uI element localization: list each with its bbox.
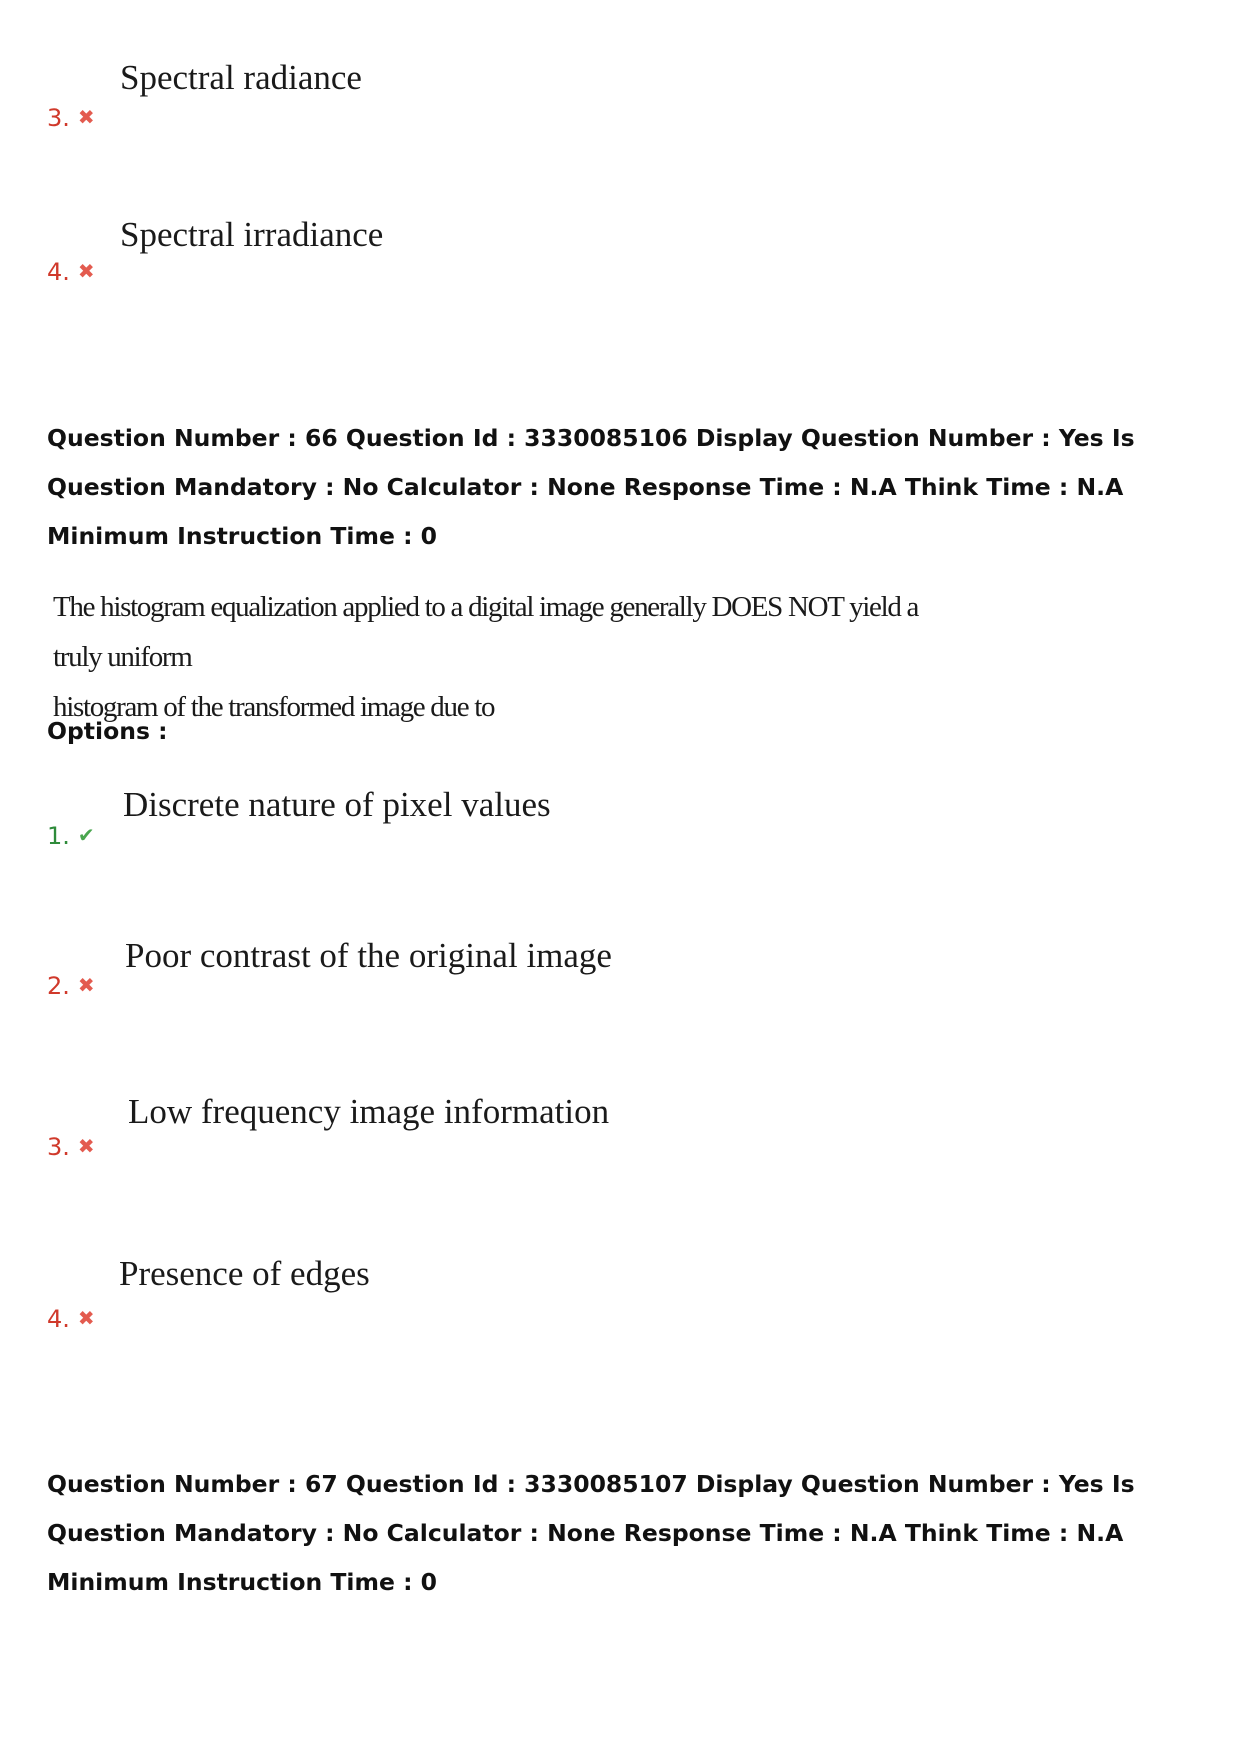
option-text: Presence of edges [119, 1254, 370, 1293]
option-text: Poor contrast of the original image [125, 936, 612, 975]
option-number-label: 1. [47, 822, 70, 850]
option-number-label: 3. [47, 1133, 70, 1161]
option-number [47, 103, 95, 132]
option-number [47, 1304, 95, 1333]
question-text [53, 582, 953, 732]
option-number [47, 821, 95, 850]
option-number-label: 4. [47, 1305, 70, 1333]
option-number [47, 971, 95, 1000]
option-number-label: 2. [47, 972, 70, 1000]
question-text-line: histogram of the transformed image due to [53, 691, 495, 723]
cross-icon: ✖ [77, 1306, 95, 1330]
cross-icon: ✖ [77, 973, 95, 997]
option-number-label: 3. [47, 104, 70, 132]
question-meta: Question Number : 67 Question Id : 3330085107 Display Question Number : Yes Is Question Mandatory : No Calculator : None Response Time : N.A Think Time : N.A Minimum Instruction Time : 0 [47, 1470, 1135, 1596]
option-number-label: 4. [47, 258, 70, 286]
option-text: Low frequency image information [128, 1092, 610, 1131]
options-label: Options : [47, 717, 168, 745]
option-text: Spectral radiance [120, 58, 362, 97]
option-number [47, 257, 95, 286]
check-icon: ✔ [77, 823, 95, 847]
cross-icon: ✖ [77, 105, 95, 129]
cross-icon: ✖ [77, 259, 95, 283]
question-text-line: The histogram equalization applied to a digital image generally DOES NOT yield a truly uniform [53, 591, 919, 673]
cross-icon: ✖ [77, 1134, 95, 1158]
question-meta: Question Number : 66 Question Id : 3330085106 Display Question Number : Yes Is Question Mandatory : No Calculator : None Response Time : N.A Think Time : N.A Minimum Instruction Time : 0 [47, 424, 1135, 550]
option-number [47, 1132, 95, 1161]
option-text: Spectral irradiance [120, 215, 384, 254]
option-text: Discrete nature of pixel values [123, 785, 551, 824]
